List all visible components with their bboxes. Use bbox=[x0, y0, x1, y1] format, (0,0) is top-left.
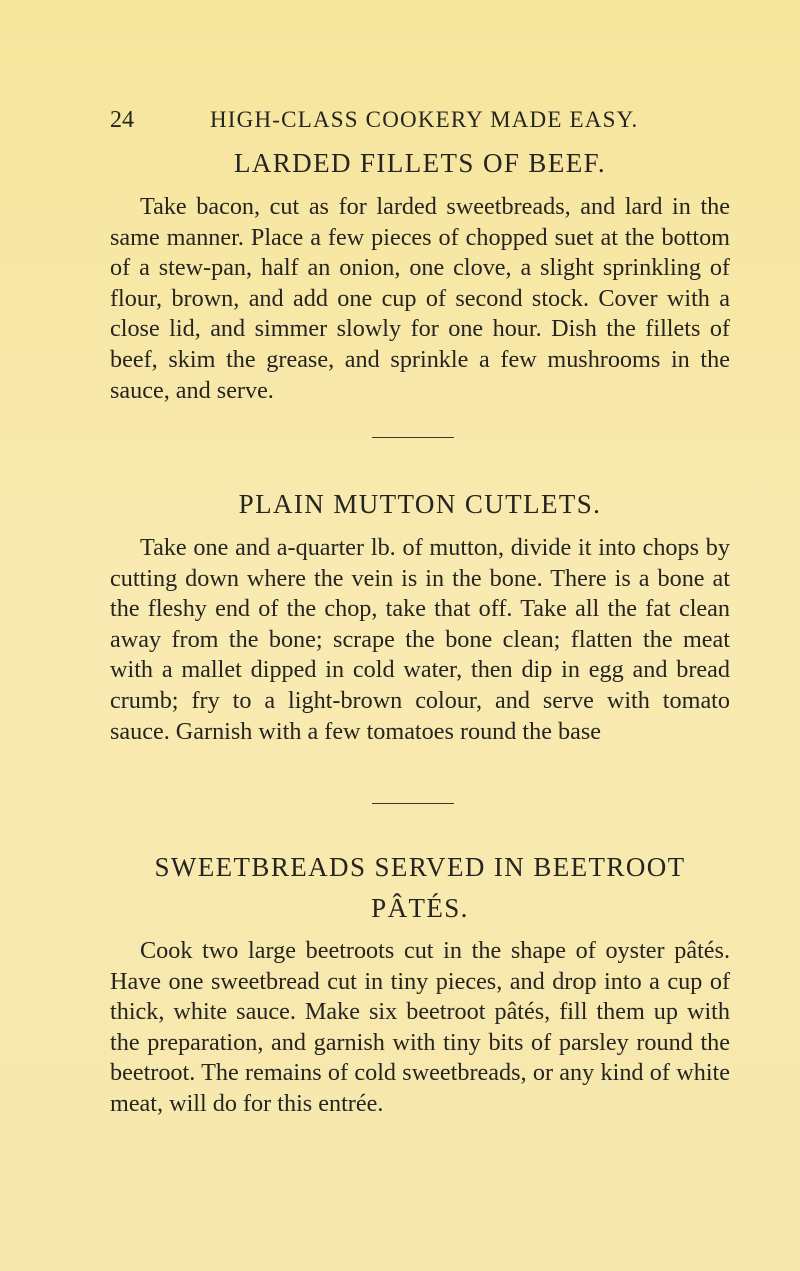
recipe-body-larded-fillets: Take bacon, cut as for larded sweetbreads, and lard in the same manner. Place a few pieces of chopped suet at the bottom of a stew-pan, half an onion, one clove, a slight sprinkling of flour, brown, and add one cup of second stock. Cover with a close lid, and simmer slowly for one hour. Dish the fillets of beef, skim the grease, and sprinkle a few mushrooms in the sauce, and serve. bbox=[110, 193, 730, 404]
recipe-title-mutton-cutlets: PLAIN MUTTON CUTLETS. bbox=[238, 489, 602, 519]
running-title: HIGH-CLASS COOKERY MADE EASY. bbox=[210, 107, 639, 132]
running-head bbox=[110, 104, 730, 136]
recipe-title-sweetbreads-line2: PÂTÉS. bbox=[371, 893, 469, 923]
recipe-title-larded-fillets: LARDED FILLETS OF BEEF. bbox=[233, 148, 607, 178]
page-number: 24 bbox=[110, 107, 134, 133]
section-divider bbox=[372, 437, 454, 438]
recipe-title-sweetbreads-line1: SWEETBREADS SERVED IN BEETROOT bbox=[154, 852, 686, 882]
recipe-body-mutton-cutlets: Take one and a-quarter lb. of mutton, divide it into chops by cutting down where the vein is in the bone. There is a bone at the fleshy end of the chop, take that off. Take all the fat clean away from the bone; scrape the bone clean; flatten the meat with a mallet dipped in cold water, then dip in egg and bread crumb; fry to a light-brown colour, and serve with tomato sauce. Garnish with a few tomatoes round the base bbox=[110, 534, 730, 745]
section-divider bbox=[372, 803, 454, 804]
recipe-body-sweetbreads: Cook two large beetroots cut in the shape of oyster pâtés. Have one sweetbread cut in tiny pieces, and drop into a cup of thick, white sauce. Make six beetroot pâtés, fill them up with the preparation, and garnish with tiny bits of parsley round the beetroot. The remains of cold sweetbreads, or any kind of white meat, will do for this entrée. bbox=[110, 937, 730, 1117]
